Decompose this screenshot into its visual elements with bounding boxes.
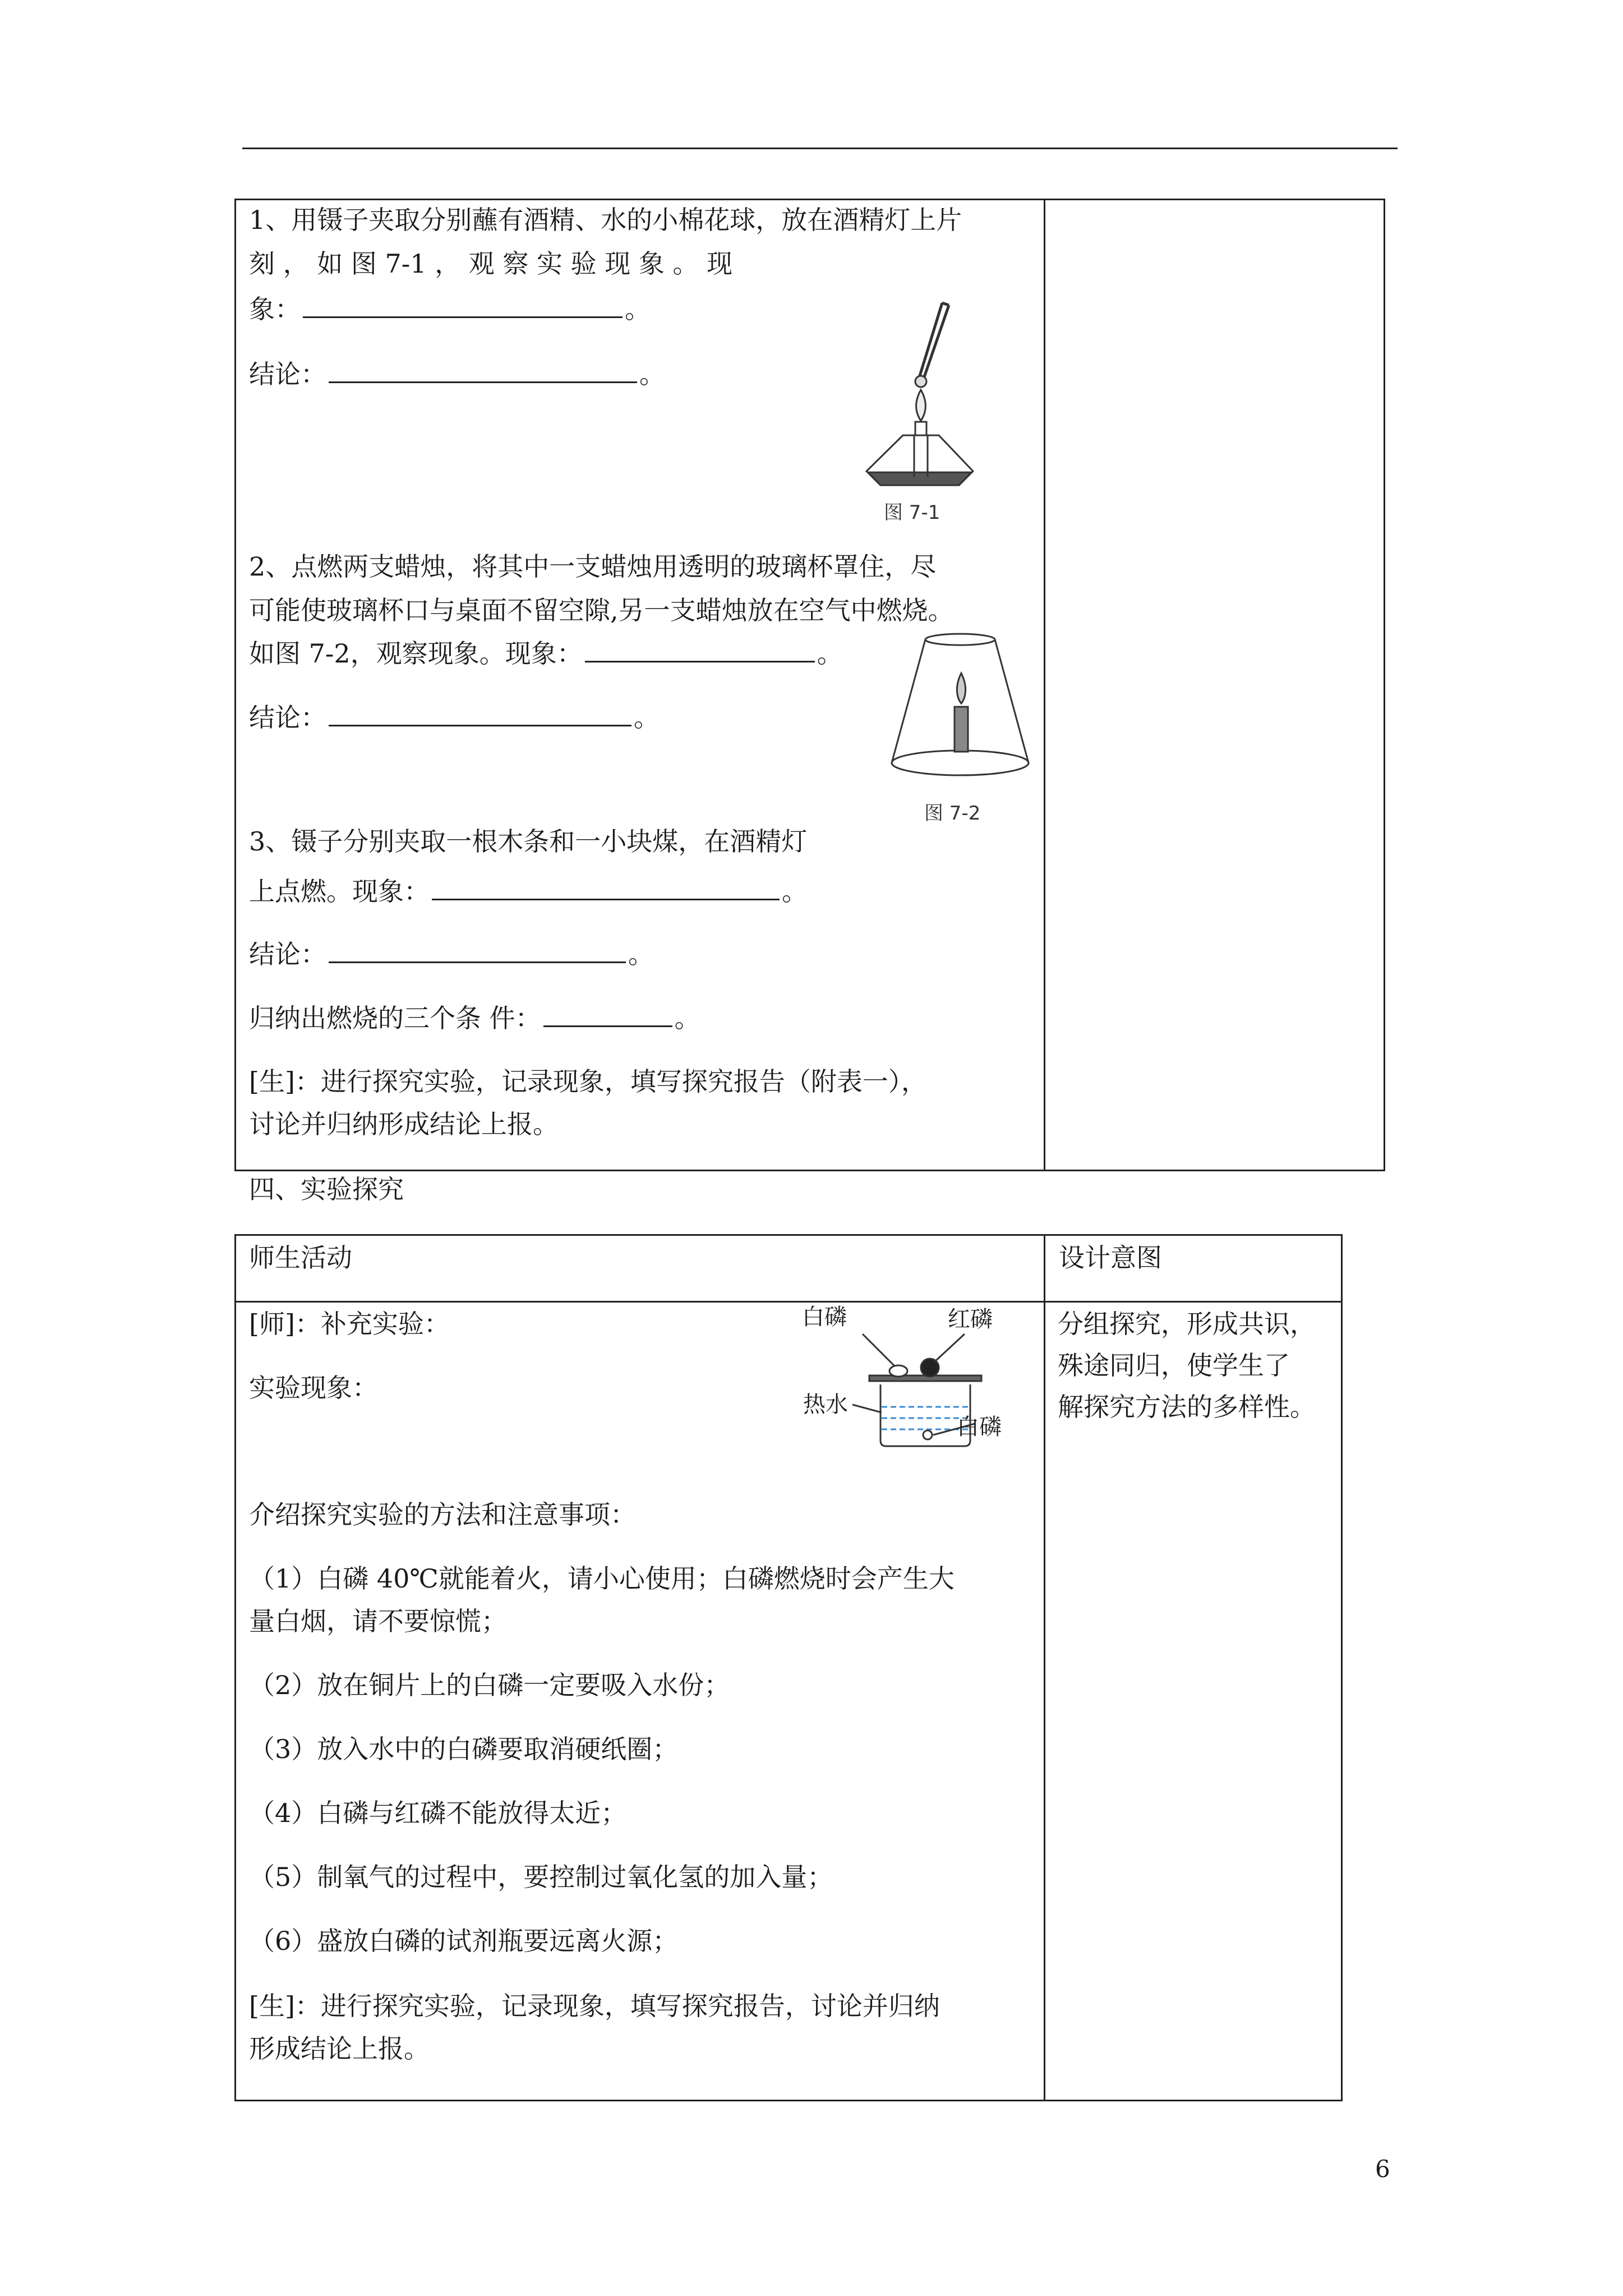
header-rule	[242, 148, 1398, 149]
summary-line: 归纳出燃烧的三个条 件： 。	[249, 1001, 700, 1035]
item1-line1: 1、用镊子夹取分别蘸有酒精、水的小棉花球，放在酒精灯上片	[249, 205, 962, 235]
column-divider	[1044, 200, 1045, 1170]
item3-conclusion: 结论： 。	[249, 937, 654, 971]
item1-line2: 刻 ， 如 图 7-1 ， 观 察 实 验 现 象 。 现	[249, 249, 733, 279]
figure-caption-7-1: 图 7-1	[884, 501, 940, 524]
note-3: （3）放入水中的白磷要取消硬纸圈；	[249, 1734, 679, 1764]
answer-blank[interactable]	[585, 636, 815, 662]
item3-line1: 3、镊子分别夹取一根木条和一小块煤，在酒精灯	[249, 826, 808, 857]
alcohol-lamp-figure	[858, 292, 981, 494]
phenomenon-line: 实验现象：	[249, 1373, 378, 1403]
student2-line1: [生]：进行探究实验，记录现象，填写探究报告，讨论并归纳	[249, 1991, 940, 2021]
item3-line2: 上点燃。现象： 。	[249, 874, 808, 908]
answer-blank[interactable]	[432, 874, 780, 900]
section-title: 四、实验探究	[249, 1174, 404, 1204]
item2-line3: 如图 7-2，观察现象。现象： 。	[249, 636, 843, 670]
note-4: （4）白磷与红磷不能放得太近；	[249, 1798, 627, 1828]
label-white-phosphorus-plate: 白磷	[802, 1304, 847, 1330]
answer-blank[interactable]	[329, 357, 637, 383]
candle-glass-figure	[887, 628, 1033, 780]
note-5: （5）制氧气的过程中，要控制过氧化氢的加入量；	[249, 1862, 833, 1892]
header-activities: 师生活动	[249, 1243, 352, 1273]
note-1-line1: （1）白磷 40℃就能着火，请小心使用；白磷燃烧时会产生大	[249, 1563, 955, 1594]
item1-conclusion: 结论： 。	[249, 357, 665, 391]
page-number: 6	[1375, 2155, 1390, 2183]
column-divider	[1044, 1236, 1045, 2100]
label-red-phosphorus: 红磷	[948, 1306, 993, 1332]
intent-line2: 殊途同归，使学生了	[1058, 1350, 1290, 1381]
note-6: （6）盛放白磷的试剂瓶要远离火源；	[249, 1926, 679, 1956]
student-line1: [生]：进行探究实验，记录现象，填写探究报告（附表一），	[249, 1066, 927, 1097]
header-divider	[236, 1301, 1341, 1303]
teacher-line: [师]：补充实验：	[249, 1309, 450, 1339]
intent-line1: 分组探究，形成共识，	[1058, 1309, 1316, 1339]
intent-line3: 解探究方法的多样性。	[1058, 1392, 1316, 1422]
label-white-phosphorus-water: 白磷	[957, 1414, 1002, 1440]
answer-blank[interactable]	[329, 700, 631, 726]
item2-line1: 2、点燃两支蜡烛，将其中一支蜡烛用透明的玻璃杯罩住，尽	[249, 551, 937, 582]
student-line2: 讨论并归纳形成结论上报。	[249, 1109, 559, 1139]
intro-line: 介绍探究实验的方法和注意事项：	[249, 1499, 636, 1530]
item1-phenomenon: 象： 。	[249, 292, 651, 326]
answer-blank[interactable]	[303, 292, 623, 318]
label-hot-water: 热水	[803, 1392, 848, 1418]
figure-caption-7-2: 图 7-2	[924, 802, 981, 825]
answer-blank[interactable]	[543, 1001, 672, 1027]
note-1-line2: 量白烟，请不要惊慌；	[249, 1606, 507, 1636]
student2-line2: 形成结论上报。	[249, 2033, 430, 2064]
note-2: （2）放在铜片上的白磷一定要吸入水份；	[249, 1670, 730, 1700]
header-intent: 设计意图	[1059, 1243, 1162, 1273]
item2-line2: 可能使玻璃杯口与桌面不留空隙,另一支蜡烛放在空气中燃烧。	[249, 595, 954, 625]
item2-conclusion: 结论： 。	[249, 700, 660, 734]
answer-blank[interactable]	[329, 937, 626, 963]
